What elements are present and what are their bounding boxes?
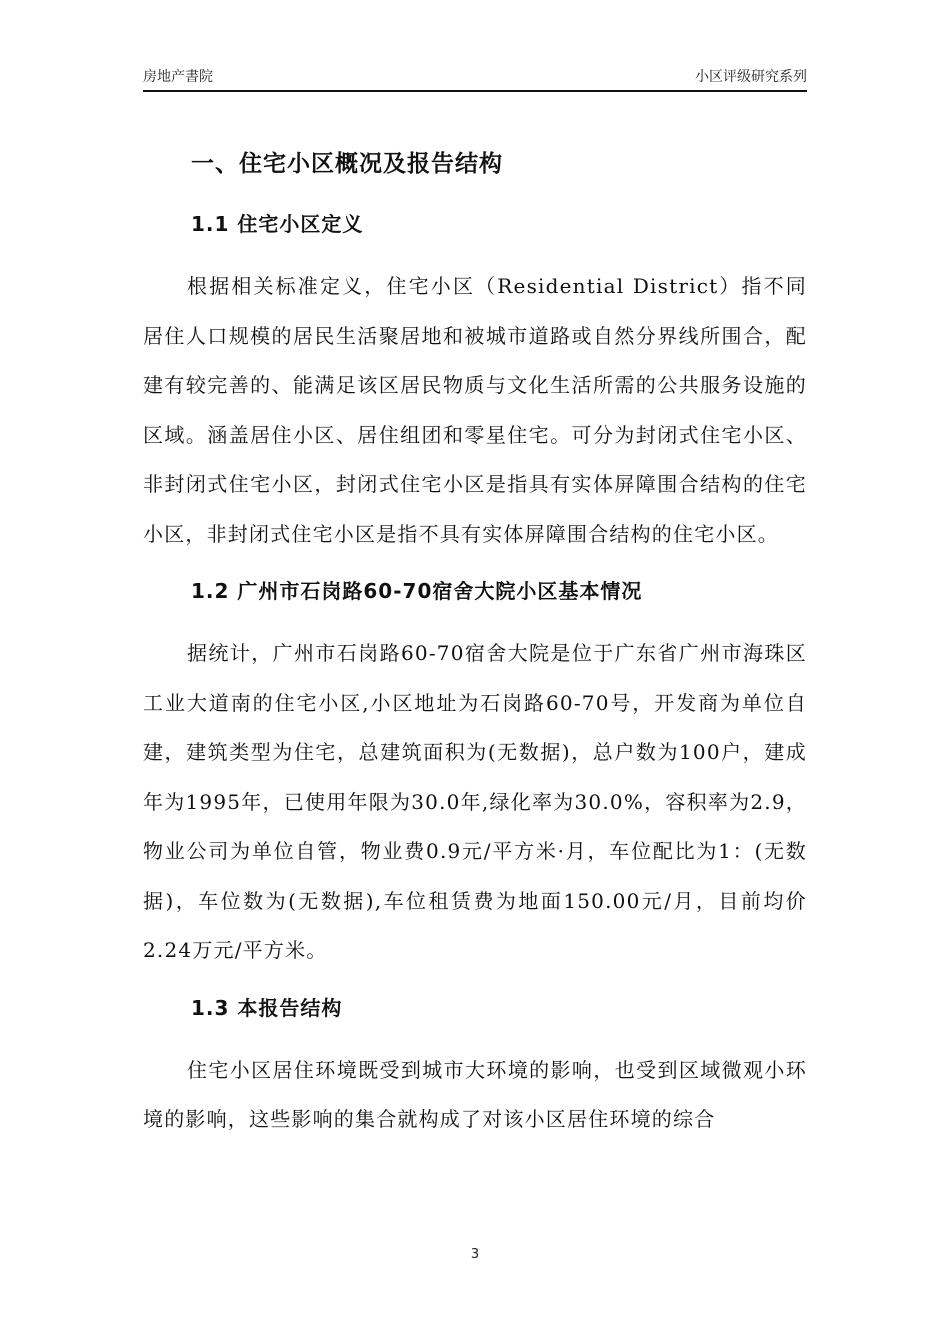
header-divider (143, 90, 807, 92)
paragraph-report-structure: 住宅小区居住环境既受到城市大环境的影响，也受到区域微观小环境的影响，这些影响的集合就构成了对该小区居住环境的综合 (143, 1057, 807, 1131)
page-body (143, 138, 807, 1155)
header-publisher: 房地产書院 (143, 69, 213, 85)
page-number: 3 (470, 1247, 480, 1262)
section-title: 一、住宅小区概况及报告结构 (191, 151, 503, 177)
header-series-title: 小区评级研究系列 (695, 69, 807, 85)
page-header (143, 66, 807, 88)
subsection-heading-1-2: 1.2 广州市石岗路60-70宿舍大院小区基本情况 (191, 579, 643, 603)
subsection-heading-1-3: 1.3 本报告结构 (191, 995, 343, 1020)
paragraph-definition: 根据相关标准定义，住宅小区（Residential District）指不同居住人口规模的居民生活聚居地和被城市道路或自然分界线所围合，配建有较完善的、能满足该区居民物质与文化生活所需的公共服务设施的区域。涵盖居住小区、居住组团和零星住宅。可分为封闭式住宅小区、非封闭式住宅小区，封闭式住宅小区是指具有实体屏障围合结构的住宅小区，非封闭式住宅小区是指不具有实体屏障围合结构的住宅小区。 (143, 274, 807, 546)
subsection-heading-1-1: 1.1 住宅小区定义 (191, 212, 364, 236)
paragraph-basic-info: 据统计，广州市石岗路60-70宿舍大院是位于广东省广州市海珠区工业大道南的住宅小区,小区地址为石岗路60-70号，开发商为单位自建，建筑类型为住宅，总建筑面积为(无数据)，总户数为100户，建成年为1995年，已使用年限为30.0年,绿化率为30.0%，容积率为2.9，物业公司为单位自管，物业费0.9元/平方米·月，车位配比为1：(无数据)，车位数为(无数据),车位租赁费为地面150.00元/月，目前均价2.24万元/平方米。 (143, 641, 807, 962)
